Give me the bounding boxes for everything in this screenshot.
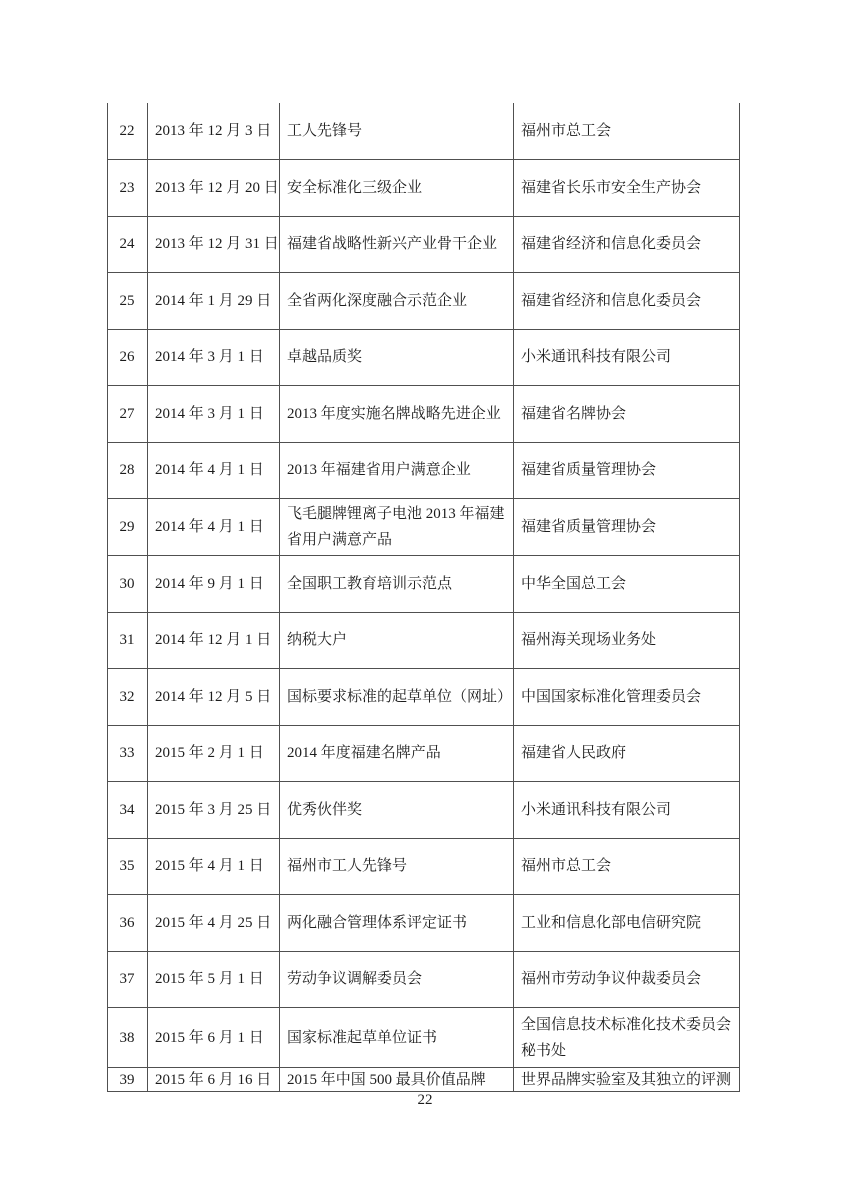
- cell-date: 2014 年 3 月 1 日: [148, 386, 280, 443]
- cell-issuer: 福州市总工会: [514, 838, 740, 895]
- cell-date: 2013 年 12 月 31 日: [148, 216, 280, 273]
- cell-issuer: 福建省经济和信息化委员会: [514, 216, 740, 273]
- cell-issuer: 福建省长乐市安全生产协会: [514, 160, 740, 217]
- table-row: [108, 1008, 740, 1068]
- cell-award: 福建省战略性新兴产业骨干企业: [280, 216, 514, 273]
- cell-issuer: 小米通讯科技有限公司: [514, 329, 740, 386]
- table-row: [108, 329, 740, 386]
- cell-award: 优秀伙伴奖: [280, 782, 514, 839]
- table-row: [108, 556, 740, 613]
- cell-date: 2014 年 1 月 29 日: [148, 273, 280, 330]
- page-number: 22: [417, 1092, 433, 1108]
- cell-issuer: 福建省人民政府: [514, 725, 740, 782]
- cell-award: 2015 年中国 500 最具价值品牌: [280, 1068, 514, 1092]
- cell-issuer: 世界品牌实验室及其独立的评测: [514, 1068, 740, 1092]
- cell-issuer: 福建省质量管理协会: [514, 442, 740, 499]
- cell-no: 25: [108, 273, 148, 330]
- cell-no: 22: [108, 103, 148, 160]
- cell-date: 2014 年 9 月 1 日: [148, 556, 280, 613]
- cell-award: 国标要求标准的起草单位（网址）: [280, 669, 514, 726]
- table-row: [108, 103, 740, 160]
- cell-award: 工人先锋号: [280, 103, 514, 160]
- cell-award: 2013 年福建省用户满意企业: [280, 442, 514, 499]
- cell-date: 2015 年 4 月 1 日: [148, 838, 280, 895]
- cell-no: 36: [108, 895, 148, 952]
- cell-date: 2015 年 6 月 1 日: [148, 1008, 280, 1068]
- cell-no: 39: [108, 1068, 148, 1092]
- cell-date: 2013 年 12 月 20 日: [148, 160, 280, 217]
- cell-award: 2013 年度实施名牌战略先进企业: [280, 386, 514, 443]
- cell-award: 飞毛腿牌锂离子电池 2013 年福建省用户满意产品: [280, 499, 514, 556]
- cell-date: 2013 年 12 月 3 日: [148, 103, 280, 160]
- cell-date: 2014 年 12 月 1 日: [148, 612, 280, 669]
- cell-date: 2015 年 5 月 1 日: [148, 951, 280, 1008]
- cell-no: 35: [108, 838, 148, 895]
- table-row: [108, 216, 740, 273]
- cell-award: 全省两化深度融合示范企业: [280, 273, 514, 330]
- cell-no: 23: [108, 160, 148, 217]
- cell-issuer: 中华全国总工会: [514, 556, 740, 613]
- cell-award: 2014 年度福建名牌产品: [280, 725, 514, 782]
- cell-award: 国家标准起草单位证书: [280, 1008, 514, 1068]
- cell-issuer: 福州市劳动争议仲裁委员会: [514, 951, 740, 1008]
- table-row: [108, 838, 740, 895]
- table-row: [108, 499, 740, 556]
- cell-issuer: 全国信息技术标准化技术委员会秘书处: [514, 1008, 740, 1068]
- table-row: [108, 782, 740, 839]
- cell-no: 37: [108, 951, 148, 1008]
- table-row: [108, 1068, 740, 1092]
- cell-date: 2015 年 4 月 25 日: [148, 895, 280, 952]
- table-row: [108, 725, 740, 782]
- cell-no: 29: [108, 499, 148, 556]
- table-row: [108, 669, 740, 726]
- cell-no: 34: [108, 782, 148, 839]
- cell-no: 26: [108, 329, 148, 386]
- cell-no: 24: [108, 216, 148, 273]
- cell-issuer: 福州海关现场业务处: [514, 612, 740, 669]
- cell-date: 2015 年 2 月 1 日: [148, 725, 280, 782]
- cell-no: 38: [108, 1008, 148, 1068]
- awards-table: [107, 103, 740, 1092]
- cell-issuer: 福州市总工会: [514, 103, 740, 160]
- cell-no: 33: [108, 725, 148, 782]
- cell-date: 2015 年 6 月 16 日: [148, 1068, 280, 1092]
- cell-date: 2014 年 4 月 1 日: [148, 499, 280, 556]
- cell-issuer: 工业和信息化部电信研究院: [514, 895, 740, 952]
- cell-no: 31: [108, 612, 148, 669]
- table-row: [108, 160, 740, 217]
- cell-date: 2014 年 12 月 5 日: [148, 669, 280, 726]
- cell-issuer: 中国国家标准化管理委员会: [514, 669, 740, 726]
- table-row: [108, 273, 740, 330]
- table-row: [108, 895, 740, 952]
- cell-no: 30: [108, 556, 148, 613]
- cell-issuer: 福建省名牌协会: [514, 386, 740, 443]
- cell-no: 28: [108, 442, 148, 499]
- cell-award: 两化融合管理体系评定证书: [280, 895, 514, 952]
- cell-award: 安全标准化三级企业: [280, 160, 514, 217]
- cell-award: 卓越品质奖: [280, 329, 514, 386]
- cell-award: 福州市工人先锋号: [280, 838, 514, 895]
- cell-award: 全国职工教育培训示范点: [280, 556, 514, 613]
- table-row: [108, 951, 740, 1008]
- cell-issuer: 福建省质量管理协会: [514, 499, 740, 556]
- cell-date: 2014 年 3 月 1 日: [148, 329, 280, 386]
- table-row: [108, 442, 740, 499]
- cell-issuer: 福建省经济和信息化委员会: [514, 273, 740, 330]
- cell-award: 纳税大户: [280, 612, 514, 669]
- cell-no: 32: [108, 669, 148, 726]
- cell-date: 2014 年 4 月 1 日: [148, 442, 280, 499]
- cell-date: 2015 年 3 月 25 日: [148, 782, 280, 839]
- table-row: [108, 386, 740, 443]
- cell-no: 27: [108, 386, 148, 443]
- cell-issuer: 小米通讯科技有限公司: [514, 782, 740, 839]
- cell-award: 劳动争议调解委员会: [280, 951, 514, 1008]
- table-row: [108, 612, 740, 669]
